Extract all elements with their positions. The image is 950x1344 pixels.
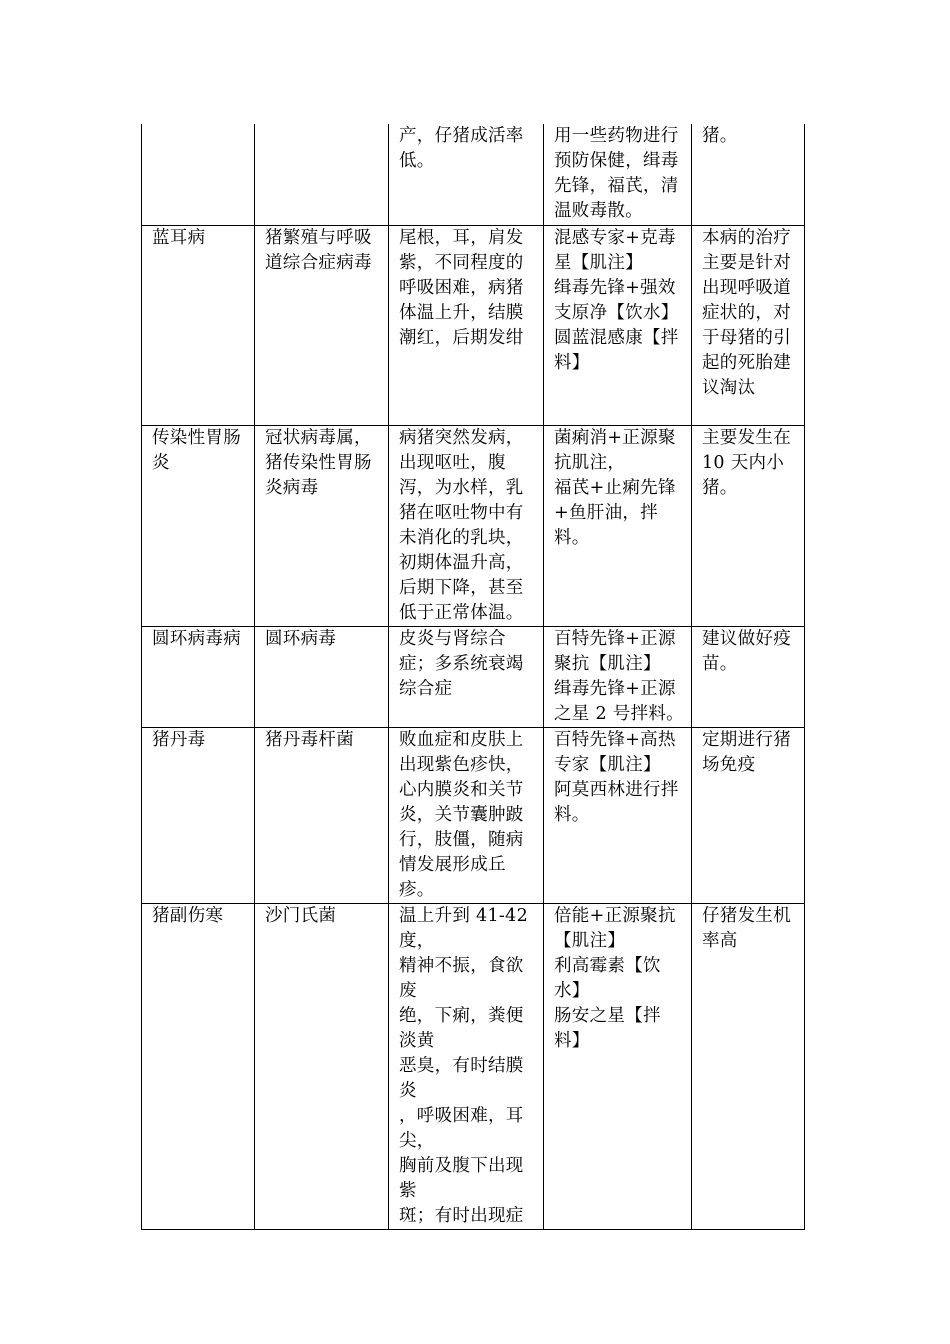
notes-cell: 建议做好疫苗。 [702, 628, 791, 674]
disease-name-cell: 蓝耳病 [152, 227, 206, 248]
pathogen-cell: 沙门氏菌 [265, 905, 337, 926]
symptoms-cell: 温上升到 41-42 度， 精神不振，食欲废 绝，下痢，粪便淡黄 恶臭，有时结膜炎 ，呼吸困难，耳尖， 胸前及腹下出现紫 斑；有时出现症 [399, 905, 529, 1226]
symptoms-cell: 尾根，耳，肩发紫，不同程度的呼吸困难，病猪体温上升，结膜潮红，后期发绀 [399, 227, 524, 348]
table-row [142, 124, 805, 225]
treatment-cell: 用一些药物进行预防保健，缉毒先锋，福芪，清温败毒散。 [554, 126, 679, 221]
notes-cell: 主要发生在 10 天内小猪。 [702, 427, 791, 498]
disease-name-cell: 猪副伤寒 [152, 905, 224, 926]
symptoms-cell: 皮炎与肾综合症；多系统衰竭综合症 [399, 628, 524, 699]
pathogen-cell: 猪丹毒杆菌 [265, 729, 354, 750]
treatment-cell: 菌痢消+正源聚抗肌注， 福芪+止痢先锋+鱼肝油，拌料。 [554, 427, 676, 548]
notes-cell: 定期进行猪场免疫 [702, 729, 791, 775]
table-row [142, 626, 805, 727]
table-row [142, 903, 805, 1229]
pathogen-cell: 圆环病毒 [265, 628, 337, 649]
table-row [142, 727, 805, 903]
treatment-cell: 倍能+正源聚抗【肌注】 利高霉素【饮水】 肠安之星【拌料】 [554, 905, 676, 1051]
notes-cell: 仔猪发生机率高 [702, 905, 791, 951]
table-row [142, 225, 805, 425]
disease-name-cell: 圆环病毒病 [152, 628, 241, 649]
disease-table [141, 124, 805, 1230]
notes-cell: 猪。 [702, 126, 738, 146]
treatment-cell: 混感专家+克毒星【肌注】 缉毒先锋+强效支原净【饮水】 圆蓝混感康【拌料】 [554, 227, 679, 373]
treatment-cell: 百特先锋+高热专家【肌注】 阿莫西林进行拌料。 [554, 729, 679, 825]
symptoms-cell: 病猪突然发病，出现呕吐，腹泻，为水样，乳猪在呕吐物中有未消化的乳块，初期体温升高，后期下降，甚至低于正常体温。 [399, 427, 524, 623]
symptoms-cell: 败血症和皮肤上出现紫色疹快，心内膜炎和关节炎，关节囊肿跛行，肢僵，随病情发展形成丘疹。 [399, 729, 524, 900]
table-row [142, 425, 805, 626]
pathogen-cell: 冠状病毒属，猪传染性胃肠炎病毒 [265, 427, 372, 498]
disease-name-cell: 传染性胃肠炎 [152, 427, 241, 473]
disease-name-cell: 猪丹毒 [152, 729, 206, 750]
symptoms-cell: 产，仔猪成活率低。 [399, 126, 524, 171]
pathogen-cell: 猪繁殖与呼吸道综合症病毒 [265, 227, 372, 273]
notes-cell: 本病的治疗主要是针对出现呼吸道症状的，对于母猪的引起的死胎建议淘汰 [702, 227, 791, 398]
treatment-cell: 百特先锋+正源聚抗【肌注】 缉毒先锋+正源之星 2 号拌料。 [554, 628, 684, 724]
